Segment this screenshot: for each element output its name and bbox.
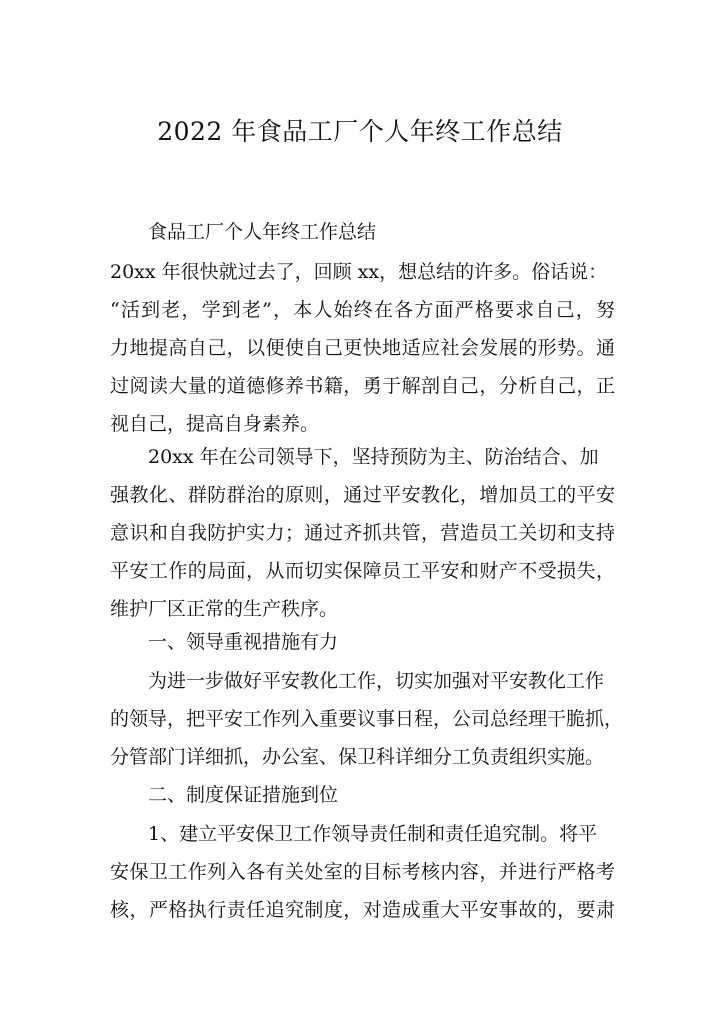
paragraph-line: 20xx 年在公司领导下，坚持预防为主、防治结合、加 — [110, 446, 599, 468]
section-heading-1 — [110, 623, 615, 661]
document-title: 2022 年食品工厂个人年终工作总结 — [157, 117, 563, 146]
paragraph-line: 力地提高自己，以便使自己更快地适应社会发展的形势。通 — [110, 337, 615, 359]
paragraph-line: 核，严格执行责任追究制度，对造成重大平安事故的，要肃 — [110, 899, 615, 921]
section-heading-2 — [110, 776, 615, 814]
paragraph-responsibility — [110, 815, 615, 929]
paragraph-line: 维护厂区正常的生产秩序。 — [110, 598, 339, 620]
paragraph-line: 视自己，提高自身素养。 — [110, 413, 320, 435]
paragraph-line: 1、建立平安保卫工作领导责任制和责任追究制。将平 — [110, 823, 598, 845]
paragraph-line: “活到老，学到老”，本人始终在各方面严格要求自己，努 — [110, 299, 615, 321]
paragraph-leadership — [110, 662, 624, 776]
paragraph-line: 意识和自我防护实力；通过齐抓共管，营造员工关切和支持 — [110, 522, 615, 544]
paragraph-line: 20xx 年很快就过去了，回顾 xx，想总结的许多。俗话说： — [110, 261, 608, 283]
paragraph-intro — [110, 253, 615, 443]
document-subtitle — [148, 213, 628, 251]
paragraph-line: 平安工作的局面，从而切实保障员工平安和财产不受损失， — [110, 560, 615, 582]
section-heading-line: 一、领导重视措施有力 — [110, 631, 339, 653]
paragraph-line: 安保卫工作列入各有关处室的目标考核内容，并进行严格考 — [110, 861, 615, 883]
paragraph-line: 的领导，把平安工作列入重要议事日程，公司总经理干脆抓， — [110, 708, 624, 730]
paragraph-line: 分管部门详细抓，办公室、保卫科详细分工负责组织实施。 — [110, 746, 605, 768]
paragraph-line: 过阅读大量的道德修养书籍，勇于解剖自己，分析自己，正 — [110, 375, 615, 397]
paragraph-line: 强教化、群防群治的原则，通过平安教化，增加员工的平安 — [110, 484, 615, 506]
section-heading-line: 二、制度保证措施到位 — [110, 784, 339, 806]
subtitle-line: 食品工厂个人年终工作总结 — [148, 221, 377, 243]
paragraph-safety-overview — [110, 438, 615, 628]
paragraph-line: 为进一步做好平安教化工作，切实加强对平安教化工作 — [110, 670, 605, 692]
